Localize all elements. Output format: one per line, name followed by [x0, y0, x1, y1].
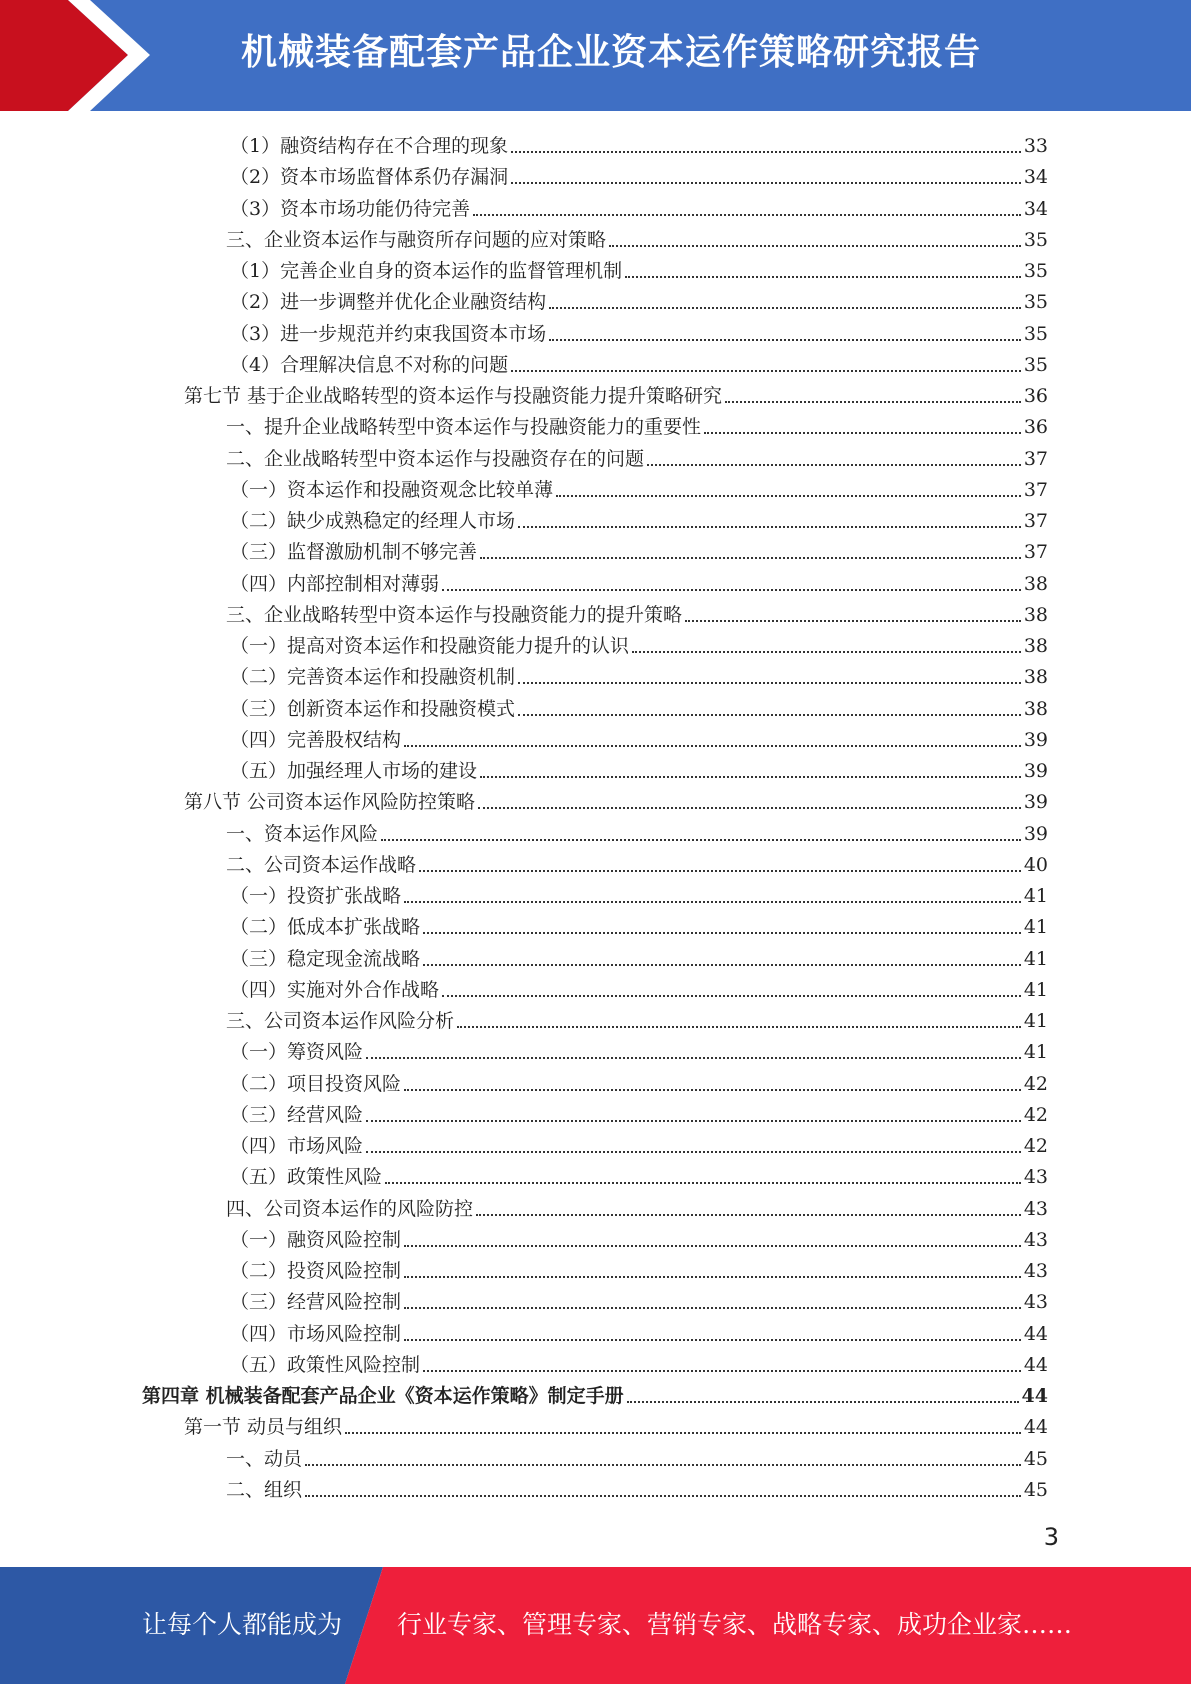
- toc-entry-label: 一、提升企业战略转型中资本运作与投融资能力的重要性: [226, 416, 702, 439]
- toc-entry-page: 37: [1023, 510, 1048, 532]
- toc-dot-leader: [627, 1401, 1019, 1403]
- toc-dot-leader: [423, 932, 1021, 934]
- toc-entry-label: （二）完善资本运作和投融资机制: [230, 666, 516, 689]
- toc-entry[interactable]: [226, 815, 1048, 846]
- toc-entry-page: 44: [1021, 1385, 1048, 1407]
- toc-entry-page: 36: [1023, 385, 1048, 407]
- toc-entry[interactable]: [230, 471, 1048, 502]
- toc-entry[interactable]: [230, 1283, 1048, 1314]
- toc-dot-leader: [457, 1026, 1021, 1028]
- toc-dot-leader: [704, 432, 1021, 434]
- toc-entry[interactable]: [226, 1440, 1048, 1471]
- toc-entry[interactable]: [230, 1315, 1048, 1346]
- toc-entry-page: 42: [1023, 1103, 1048, 1126]
- toc-entry[interactable]: [230, 565, 1048, 596]
- toc-entry-label: 三、公司资本运作风险分析: [226, 1010, 455, 1032]
- toc-entry-page: 33: [1023, 135, 1048, 157]
- toc-entry-page: 44: [1023, 1416, 1048, 1439]
- toc-entry-label: （三）经营风险控制: [230, 1291, 402, 1314]
- toc-entry-label: 第四章 机械装备配套产品企业《资本运作策略》制定手册: [142, 1385, 624, 1407]
- toc-dot-leader: [442, 589, 1021, 591]
- toc-entry-label: （1）融资结构存在不合理的现象: [230, 135, 509, 157]
- toc-entry[interactable]: [230, 190, 1048, 221]
- toc-entry-label: （3）进一步规范并约束我国资本市场: [230, 322, 547, 345]
- toc-entry[interactable]: [230, 252, 1048, 283]
- toc-dot-leader: [366, 1057, 1021, 1059]
- toc-entry-page: 43: [1023, 1197, 1048, 1220]
- toc-entry-page: 34: [1023, 166, 1048, 189]
- toc-entry[interactable]: [226, 1471, 1048, 1502]
- toc-entry-page: 37: [1023, 447, 1048, 470]
- toc-entry-label: 三、企业资本运作与融资所存问题的应对策略: [226, 228, 607, 251]
- toc-entry[interactable]: [230, 127, 1048, 158]
- toc-entry-page: 38: [1023, 666, 1048, 689]
- toc-entry-label: （五）政策性风险控制: [230, 1353, 421, 1376]
- toc-entry-label: （二）缺少成熟稳定的经理人市场: [230, 510, 516, 532]
- toc-entry-page: 43: [1023, 1260, 1048, 1282]
- toc-entry-page: 41: [1023, 947, 1048, 970]
- toc-entry-label: （四）实施对外合作战略: [230, 978, 440, 1001]
- toc-dot-leader: [385, 1182, 1021, 1184]
- toc-entry-page: 39: [1023, 728, 1048, 751]
- toc-dot-leader: [511, 151, 1021, 153]
- toc-dot-leader: [556, 495, 1021, 497]
- toc-dot-leader: [478, 807, 1021, 809]
- toc-entry-page: 38: [1023, 603, 1048, 626]
- toc-entry[interactable]: [230, 1096, 1048, 1127]
- toc-dot-leader: [609, 245, 1021, 247]
- toc-dot-leader: [423, 964, 1021, 966]
- toc-entry-label: （二）低成本扩张战略: [230, 916, 421, 939]
- toc-entry-label: （一）投资扩张战略: [230, 885, 402, 907]
- page-footer: [0, 1567, 1191, 1684]
- toc-entry-page: 35: [1023, 322, 1048, 345]
- toc-entry-page: 38: [1023, 572, 1048, 595]
- toc-entry-page: 36: [1023, 416, 1048, 439]
- toc-entry-label: 二、组织: [226, 1478, 303, 1501]
- toc-entry[interactable]: [230, 877, 1048, 908]
- toc-entry-page: 41: [1023, 916, 1048, 939]
- toc-entry-page: 41: [1023, 978, 1048, 1001]
- toc-dot-leader: [381, 839, 1021, 841]
- page-header: [0, 0, 1191, 111]
- toc-entry-page: 35: [1023, 291, 1048, 314]
- toc-entry[interactable]: [230, 533, 1048, 564]
- toc-entry-label: 一、动员: [226, 1447, 303, 1470]
- toc-entry-label: （4）合理解决信息不对称的问题: [230, 353, 509, 376]
- toc-entry[interactable]: [230, 158, 1048, 189]
- toc-entry-label: （一）融资风险控制: [230, 1228, 402, 1251]
- toc-entry-label: （2）资本市场监督体系仍存漏洞: [230, 166, 509, 189]
- toc-dot-leader: [480, 776, 1021, 778]
- toc-dot-leader: [480, 557, 1021, 559]
- toc-dot-leader: [625, 276, 1021, 278]
- toc-dot-leader: [511, 182, 1021, 184]
- toc-dot-leader: [725, 401, 1021, 403]
- toc-entry[interactable]: [230, 1158, 1048, 1189]
- toc-entry-label: （二）项目投资风险: [230, 1072, 402, 1095]
- toc-entry-page: 45: [1023, 1478, 1048, 1501]
- toc-dot-leader: [404, 1245, 1021, 1247]
- toc-dot-leader: [518, 682, 1021, 684]
- toc-dot-leader: [404, 1276, 1021, 1278]
- toc-entry-label: 三、企业战略转型中资本运作与投融资能力的提升策略: [226, 603, 683, 626]
- toc-entry[interactable]: [226, 408, 1048, 439]
- footer-slogan-right: 行业专家、管理专家、营销专家、战略专家、成功企业家……: [397, 1610, 1073, 1639]
- toc-entry[interactable]: [230, 1252, 1048, 1283]
- toc-entry-label: 二、企业战略转型中资本运作与投融资存在的问题: [226, 447, 645, 470]
- toc-entry-label: 四、公司资本运作的风险防控: [226, 1197, 474, 1220]
- toc-entry[interactable]: [142, 1377, 1048, 1408]
- toc-entry[interactable]: [230, 940, 1048, 971]
- footer-slogan-left: 让每个人都能成为: [142, 1610, 343, 1639]
- toc-entry-page: 35: [1023, 228, 1048, 251]
- toc-entry-page: 38: [1023, 635, 1048, 657]
- toc-dot-leader: [442, 995, 1021, 997]
- toc-entry[interactable]: [230, 1221, 1048, 1252]
- toc-dot-leader: [473, 214, 1021, 216]
- toc-entry-label: （二）投资风险控制: [230, 1260, 402, 1282]
- toc-entry-label: （2）进一步调整并优化企业融资结构: [230, 291, 547, 314]
- toc-entry-label: （三）监督激励机制不够完善: [230, 541, 478, 564]
- toc-dot-leader: [511, 370, 1021, 372]
- toc-entry[interactable]: [230, 690, 1048, 721]
- toc-entry-label: 第一节 动员与组织: [184, 1416, 343, 1439]
- toc-dot-leader: [549, 339, 1021, 341]
- toc-entry[interactable]: [184, 783, 1048, 814]
- toc-dot-leader: [345, 1432, 1021, 1434]
- toc-dot-leader: [632, 651, 1021, 653]
- toc-entry-label: （四）市场风险控制: [230, 1322, 402, 1345]
- toc-entry-page: 34: [1023, 197, 1048, 220]
- toc-dot-leader: [518, 526, 1021, 528]
- toc-entry[interactable]: [230, 752, 1048, 783]
- toc-dot-leader: [366, 1120, 1021, 1122]
- toc-entry-label: （3）资本市场功能仍待完善: [230, 197, 471, 220]
- toc-dot-leader: [404, 1307, 1021, 1309]
- toc-entry[interactable]: [230, 1346, 1048, 1377]
- toc-entry[interactable]: [184, 1408, 1048, 1439]
- toc-entry[interactable]: [230, 971, 1048, 1002]
- toc-entry-label: （三）稳定现金流战略: [230, 947, 421, 970]
- toc-entry[interactable]: [226, 221, 1048, 252]
- header-title: 机械装备配套产品企业资本运作策略研究报告: [241, 32, 982, 73]
- toc-entry[interactable]: [230, 721, 1048, 752]
- toc-dot-leader: [476, 1214, 1021, 1216]
- toc-dot-leader: [366, 1151, 1021, 1153]
- toc-entry-page: 43: [1023, 1166, 1048, 1189]
- toc-entry-page: 42: [1023, 1135, 1048, 1157]
- toc-entry-page: 43: [1023, 1228, 1048, 1251]
- toc-entry-label: （1）完善企业自身的资本运作的监督管理机制: [230, 260, 623, 282]
- toc-entry-page: 37: [1023, 541, 1048, 564]
- toc-entry-label: （一）提高对资本运作和投融资能力提升的认识: [230, 635, 630, 657]
- toc-entry-label: （一）筹资风险: [230, 1041, 364, 1064]
- toc-dot-leader: [305, 1495, 1021, 1497]
- toc-entry-label: 第七节 基于企业战略转型的资本运作与投融资能力提升策略研究: [184, 385, 723, 407]
- toc-entry-page: 40: [1023, 853, 1048, 876]
- page-number: 3: [1043, 1523, 1059, 1551]
- toc-entry-page: 44: [1023, 1322, 1048, 1345]
- toc-entry-page: 41: [1023, 1010, 1048, 1032]
- toc-entry-page: 38: [1023, 697, 1048, 720]
- toc-entry-page: 39: [1023, 791, 1048, 814]
- toc-entry-page: 41: [1023, 1041, 1048, 1064]
- toc-entry[interactable]: [226, 1002, 1048, 1033]
- toc-dot-leader: [647, 464, 1021, 466]
- toc-dot-leader: [404, 1089, 1021, 1091]
- toc-entry-label: （五）加强经理人市场的建设: [230, 760, 478, 782]
- toc-entry-label: （三）创新资本运作和投融资模式: [230, 697, 516, 720]
- toc-entry-page: 35: [1023, 260, 1048, 282]
- toc-entry[interactable]: [226, 596, 1048, 627]
- toc-entry[interactable]: [184, 377, 1048, 408]
- toc-entry[interactable]: [230, 658, 1048, 689]
- toc-entry-label: （四）完善股权结构: [230, 728, 402, 751]
- toc-dot-leader: [549, 307, 1021, 309]
- toc-entry-page: 39: [1023, 822, 1048, 845]
- toc-entry-label: （三）经营风险: [230, 1103, 364, 1126]
- toc-entry-page: 42: [1023, 1072, 1048, 1095]
- toc-entry-label: 二、公司资本运作战略: [226, 853, 417, 876]
- toc-entry[interactable]: [230, 1033, 1048, 1064]
- toc-entry[interactable]: [230, 502, 1048, 533]
- toc-entry[interactable]: [230, 1065, 1048, 1096]
- toc-entry[interactable]: [230, 1127, 1048, 1158]
- toc-entry[interactable]: [230, 908, 1048, 939]
- toc-dot-leader: [404, 1339, 1021, 1341]
- toc-entry[interactable]: [230, 346, 1048, 377]
- toc-entry-page: 45: [1023, 1447, 1048, 1470]
- toc-entry-page: 43: [1023, 1291, 1048, 1314]
- toc-entry-page: 44: [1023, 1353, 1048, 1376]
- toc-entry-page: 35: [1023, 353, 1048, 376]
- toc-entry-page: 41: [1023, 885, 1048, 907]
- toc-dot-leader: [518, 714, 1021, 716]
- toc-entry-label: （四）市场风险: [230, 1135, 364, 1157]
- toc-entry[interactable]: [230, 627, 1048, 658]
- toc-dot-leader: [685, 620, 1021, 622]
- toc-entry-label: 第八节 公司资本运作风险防控策略: [184, 791, 476, 814]
- toc-dot-leader: [404, 745, 1021, 747]
- toc-dot-leader: [423, 1370, 1021, 1372]
- toc-entry-page: 37: [1023, 478, 1048, 501]
- toc-entry[interactable]: [226, 846, 1048, 877]
- toc-dot-leader: [419, 870, 1021, 872]
- toc-entry[interactable]: [230, 315, 1048, 346]
- toc-entry-label: （一）资本运作和投融资观念比较单薄: [230, 478, 554, 501]
- toc-entry[interactable]: [226, 1190, 1048, 1221]
- toc-dot-leader: [404, 901, 1021, 903]
- toc-entry-label: 一、资本运作风险: [226, 822, 379, 845]
- toc-dot-leader: [305, 1464, 1021, 1466]
- toc-entry-label: （五）政策性风险: [230, 1166, 383, 1189]
- toc-entry-page: 39: [1023, 760, 1048, 782]
- toc-entry[interactable]: [230, 283, 1048, 314]
- toc-entry-label: （四）内部控制相对薄弱: [230, 572, 440, 595]
- toc-entry[interactable]: [226, 440, 1048, 471]
